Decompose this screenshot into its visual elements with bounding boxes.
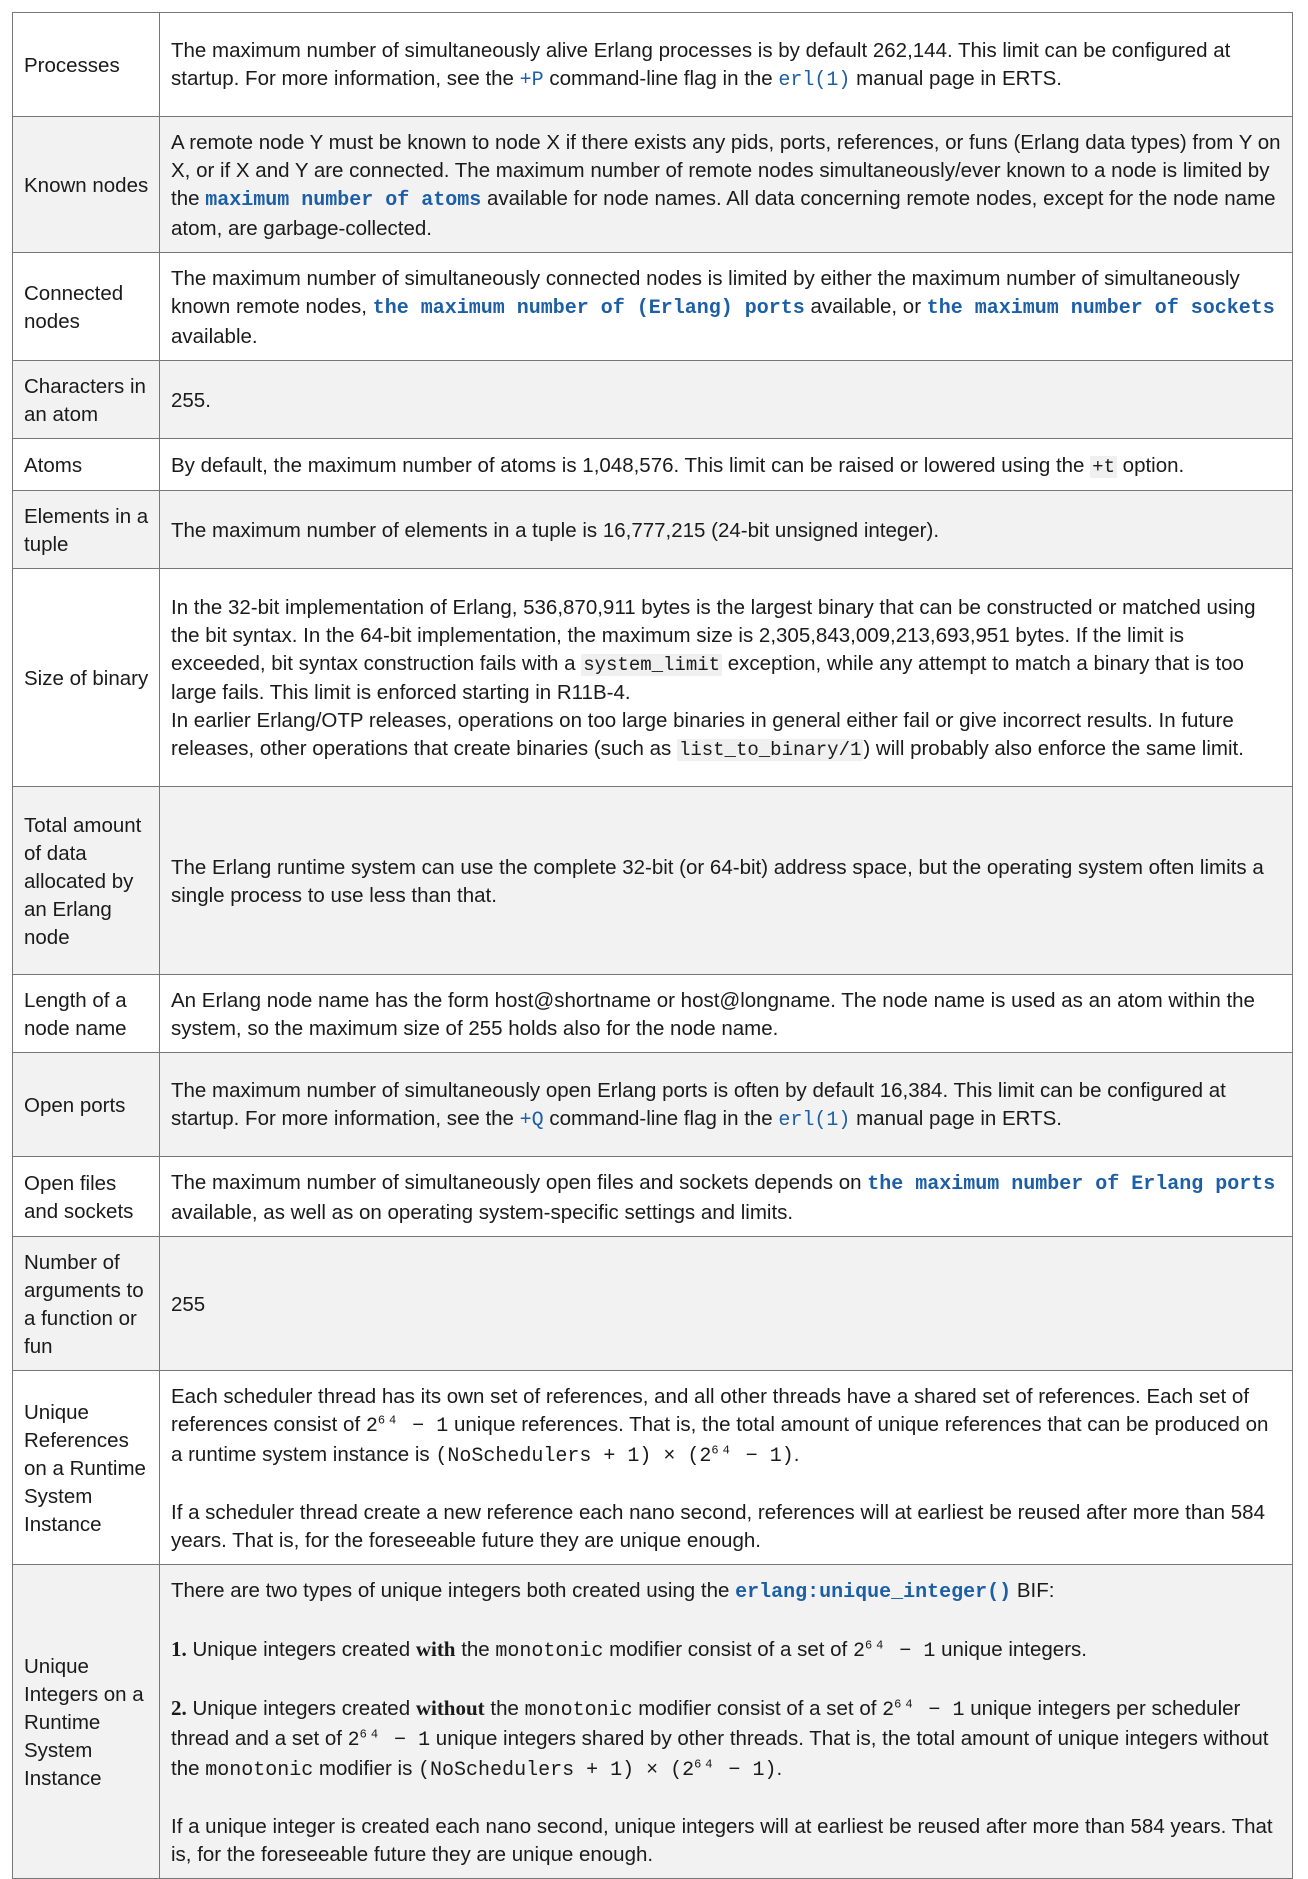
text: ) will probably also enforce the same limit.: [863, 737, 1244, 760]
text: available.: [171, 325, 258, 348]
spacer: [171, 1785, 1282, 1813]
limit-description: [160, 439, 1293, 491]
math-rest: − 1: [887, 1640, 936, 1663]
math-base: 2: [852, 1640, 865, 1663]
limit-description: [160, 569, 1293, 787]
code-flag-plus-t: +t: [1092, 455, 1115, 478]
limit-name: Number of arguments to a function or fun: [13, 1237, 160, 1371]
limit-description: [160, 117, 1293, 253]
limit-description: [160, 13, 1293, 117]
text: unique integers shared by other threads. That is, the total amount of unique integers without the: [171, 1727, 1269, 1780]
max-sockets-link[interactable]: the maximum number of sockets: [926, 297, 1275, 320]
limit-name: Size of binary: [13, 569, 160, 787]
text: .: [776, 1757, 783, 1780]
table-row: [13, 253, 1293, 361]
limit-description: The Erlang runtime system can use the complete 32-bit (or 64-bit) address space, but the operating system often limits a single process to use less than that.: [160, 787, 1293, 975]
math-part: (NoSchedulers + 1) × (2: [435, 1445, 712, 1468]
code-monotonic: monotonic: [524, 1699, 633, 1722]
text: modifier consist of a set of: [632, 1697, 883, 1720]
text: option.: [1116, 453, 1185, 477]
emphasis: with: [415, 1637, 456, 1661]
text: manual page in ERTS.: [850, 67, 1062, 90]
code-list-to-binary: list_to_binary/1: [678, 739, 862, 761]
code-monotonic: monotonic: [205, 1759, 314, 1782]
math-expression: [366, 1415, 448, 1438]
code-flag-plus-q: +Q: [519, 1109, 544, 1132]
emphasis: without: [415, 1696, 485, 1720]
math-base: 2: [347, 1729, 360, 1752]
math-part: − 1): [716, 1759, 777, 1782]
math-base: 2: [365, 1415, 378, 1438]
text: unique integers.: [935, 1638, 1087, 1661]
item-number: 1.: [171, 1637, 187, 1661]
text: BIF:: [1011, 1579, 1055, 1602]
table-row: [13, 361, 1293, 439]
table-row: [13, 1565, 1293, 1879]
max-atoms-link[interactable]: maximum number of atoms: [205, 189, 482, 212]
text: available, as well as on operating system-specific settings and limits.: [171, 1201, 794, 1224]
text: available for node names. All data concerning remote nodes, except for the node name atom, are garbage-collected.: [171, 187, 1276, 240]
paragraph: [171, 1577, 1282, 1607]
math-expression: [348, 1729, 430, 1752]
table-row: [13, 117, 1293, 253]
max-ports-link[interactable]: the maximum number of (Erlang) ports: [372, 297, 805, 320]
code-system-limit: system_limit: [583, 654, 721, 676]
text: Each scheduler thread has its own set of references, and all other threads have a shared set of references. Each set of references consist of: [171, 1385, 1250, 1436]
limit-name: Unique Integers on a Runtime System Instance: [13, 1565, 160, 1879]
math-exponent: 64: [359, 1727, 383, 1742]
limit-name: Length of a node name: [13, 975, 160, 1053]
limit-name: Connected nodes: [13, 253, 160, 361]
text: modifier consist of a set of: [603, 1638, 853, 1661]
spacer: [171, 1471, 1282, 1499]
paragraph: [171, 707, 1282, 764]
limit-description: The maximum number of elements in a tuple is 16,777,215 (24-bit unsigned integer).: [160, 491, 1293, 569]
list-item: [171, 1694, 1282, 1785]
spacer: [171, 1607, 1282, 1635]
math-rest: − 1: [400, 1415, 449, 1438]
math-rest: − 1: [916, 1699, 965, 1722]
math-expression: [418, 1759, 776, 1782]
limit-name: Characters in an atom: [13, 361, 160, 439]
text: In the 32-bit implementation of Erlang, 536,870,911 bytes is the largest binary that can be constructed or matched using the bit syntax. In the 64-bit implementation, the maximum size is 2,305,843,009,213,693,951 bytes. If the limit is exceeded, bit syntax construction fails with a: [171, 596, 1256, 675]
text: A remote node Y must be known to node X if there exists any pids, ports, references, or funs (Erlang data types) from Y on X, or if X and Y are connected. The maximum number of remote nodes simultaneously/ever known to a node is limited by the: [171, 131, 1281, 210]
text: In earlier Erlang/OTP releases, operations on too large binaries in general either fail or give incorrect results. In future releases, other operations that create binaries (such as: [171, 709, 1234, 760]
text: command-line flag in the: [543, 1107, 779, 1130]
math-exponent: 64: [377, 1413, 401, 1428]
limit-name: Open files and sockets: [13, 1157, 160, 1237]
limit-name: Total amount of data allocated by an Erlang node: [13, 787, 160, 975]
math-exponent: 64: [711, 1443, 734, 1458]
math-expression: [435, 1445, 793, 1468]
unique-integer-bif-link[interactable]: erlang:unique_integer(): [735, 1581, 1012, 1604]
system-limits-table: [12, 12, 1293, 1879]
paragraph: [171, 594, 1282, 707]
limit-description: 255: [160, 1237, 1293, 1371]
text: modifier is: [313, 1757, 419, 1780]
text: The maximum number of simultaneously connected nodes is limited by either the maximum number of simultaneously known remote nodes,: [171, 267, 1240, 318]
table-row: [13, 491, 1293, 569]
text: By default, the maximum number of atoms is 1,048,576. This limit can be raised or lowered using the: [171, 453, 1091, 477]
math-exponent: 64: [864, 1638, 888, 1653]
text: .: [793, 1443, 800, 1466]
text: unique references. That is, the total amount of unique references that can be produced on a runtime system instance is: [171, 1413, 1269, 1466]
math-expression: [882, 1699, 964, 1722]
text: manual page in ERTS.: [850, 1107, 1062, 1130]
paragraph: If a unique integer is created each nano second, unique integers will at earliest be reused after more than 584 years. That is, for the foreseeable future they are unique enough.: [171, 1815, 1273, 1866]
text: command-line flag in the: [543, 67, 779, 90]
spacer: [171, 1666, 1282, 1694]
text: There are two types of unique integers both created using the: [171, 1579, 736, 1602]
max-erlang-ports-link[interactable]: the maximum number of Erlang ports: [867, 1173, 1276, 1196]
list-item: [171, 1635, 1282, 1666]
limit-name: Processes: [13, 13, 160, 117]
code-flag-plus-p: +P: [519, 69, 544, 92]
math-expression: [853, 1640, 935, 1663]
limit-name: Atoms: [13, 439, 160, 491]
math-rest: − 1: [382, 1729, 431, 1752]
text: available, or: [804, 295, 927, 318]
erl-manual-link[interactable]: erl(1): [778, 69, 851, 92]
table-row: [13, 13, 1293, 117]
limit-name: Known nodes: [13, 117, 160, 253]
table-row: [13, 975, 1293, 1053]
paragraph: If a scheduler thread create a new reference each nano second, references will at earliest be reused after more than 584 years. That is, for the foreseeable future they are unique enough.: [171, 1501, 1265, 1552]
text: Unique integers created: [186, 1638, 416, 1661]
text: Unique integers created: [186, 1697, 416, 1720]
limit-description: [160, 1371, 1293, 1565]
text: exception, while any attempt to match a binary that is too large fails. This limit is enforced starting in R11B-4.: [171, 652, 1244, 704]
limit-description: 255.: [160, 361, 1293, 439]
limit-description: [160, 1053, 1293, 1157]
table-row: [13, 1053, 1293, 1157]
limit-name: Unique References on a Runtime System Instance: [13, 1371, 160, 1565]
text: The maximum number of simultaneously alive Erlang processes is by default 262,144. This limit can be configured at startup. For more information, see the: [171, 39, 1231, 90]
math-part: (NoSchedulers + 1) × (2: [418, 1759, 695, 1782]
math-part: − 1): [733, 1445, 794, 1468]
limit-description: An Erlang node name has the form host@shortname or host@longname. The node name is used as an atom within the system, so the maximum size of 255 holds also for the node name.: [160, 975, 1293, 1053]
text: The maximum number of simultaneously open files and sockets depends on: [171, 1171, 868, 1194]
math-exponent: 64: [694, 1757, 717, 1772]
limit-name: Elements in a tuple: [13, 491, 160, 569]
table-row: [13, 1371, 1293, 1565]
code-monotonic: monotonic: [495, 1640, 604, 1663]
table-row: [13, 439, 1293, 491]
text: the: [484, 1697, 525, 1720]
erl-manual-link[interactable]: erl(1): [778, 1109, 851, 1132]
table-row: [13, 1237, 1293, 1371]
system-limits-table-container: [12, 12, 1293, 1879]
math-exponent: 64: [894, 1697, 917, 1712]
limit-description: [160, 1157, 1293, 1237]
table-row: [13, 787, 1293, 975]
math-base: 2: [882, 1699, 895, 1722]
limit-name: Open ports: [13, 1053, 160, 1157]
table-row: [13, 1157, 1293, 1237]
limit-description: [160, 253, 1293, 361]
table-row: [13, 569, 1293, 787]
text: the: [455, 1638, 496, 1661]
text: The maximum number of simultaneously open Erlang ports is often by default 16,384. This limit can be configured at startup. For more information, see the: [171, 1079, 1226, 1130]
paragraph: [171, 1383, 1282, 1471]
text: unique integers per scheduler thread and a set of: [171, 1697, 1241, 1750]
item-number: 2.: [171, 1696, 187, 1720]
limit-description: [160, 1565, 1293, 1879]
